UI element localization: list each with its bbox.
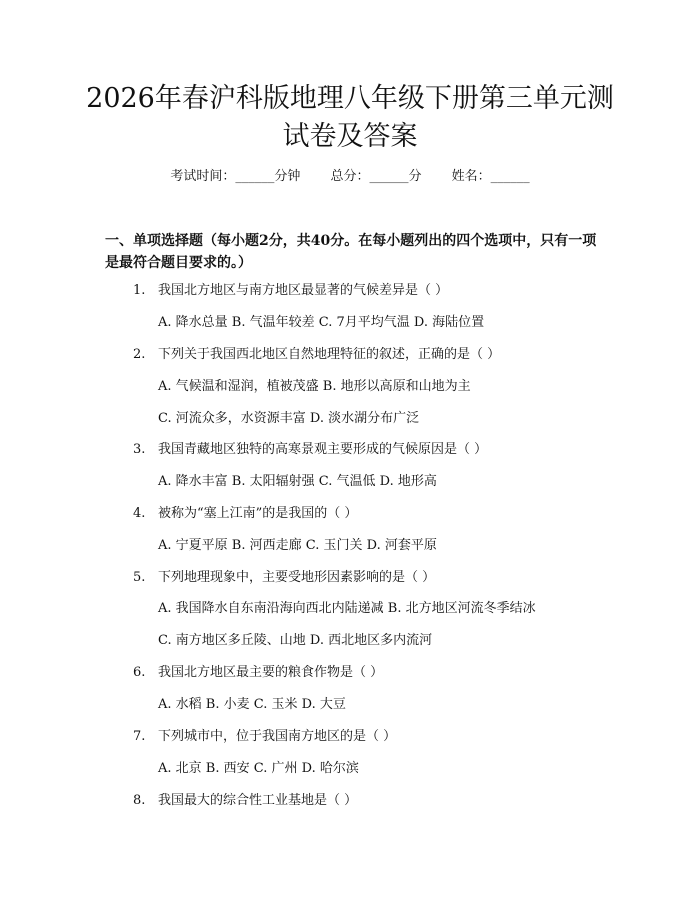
question-number: 1.	[133, 283, 146, 298]
question-6	[133, 664, 383, 682]
section-heading	[105, 230, 605, 274]
question-number: 2.	[133, 347, 146, 362]
question-5-options-row-1: A. 我国降水自东南沿海向西北内陆递减 B. 北方地区河流冬季结冰	[158, 601, 536, 616]
question-1-options: A. 降水总量 B. 气温年较差 C. 7月平均气温 D. 海陆位置	[158, 315, 485, 330]
question-6-options: A. 水稻 B. 小麦 C. 玉米 D. 大豆	[158, 697, 346, 712]
question-4	[133, 505, 357, 523]
section-heading-line-1: 一、单项选择题（每小题2分，共40分。在每小题列出的四个选项中，只有一项	[105, 233, 597, 249]
question-8	[133, 792, 357, 810]
question-text: 我国北方地区最主要的粮食作物是（ ）	[158, 665, 384, 680]
question-number: 7.	[133, 729, 146, 744]
question-5-options-row-2: C. 南方地区多丘陵、山地 D. 西北地区多内流河	[158, 633, 433, 648]
question-3-options: A. 降水丰富 B. 太阳辐射强 C. 气温低 D. 地形高	[158, 474, 437, 489]
exam-meta	[0, 168, 700, 186]
question-2-options-row-2: C. 河流众多，水资源丰富 D. 淡水湖分布广泛	[158, 411, 420, 426]
question-number: 8.	[133, 793, 146, 808]
title-line-2: 试卷及答案	[282, 121, 418, 152]
question-2-options-row-1: A. 气候温和湿润，植被茂盛 B. 地形以高原和山地为主	[158, 379, 471, 394]
question-7	[133, 728, 396, 746]
question-text: 下列城市中，位于我国南方地区的是（ ）	[158, 729, 397, 744]
question-1	[133, 282, 448, 300]
total-score: 总分：______分	[330, 169, 422, 184]
question-text: 被称为“塞上江南”的是我国的（ ）	[158, 506, 358, 521]
question-4-options: A. 宁夏平原 B. 河西走廊 C. 玉门关 D. 河套平原	[158, 538, 437, 553]
question-2	[133, 346, 500, 364]
question-5	[133, 569, 435, 587]
question-number: 6.	[133, 665, 146, 680]
question-number: 5.	[133, 570, 146, 585]
question-3	[133, 441, 487, 459]
exam-time: 考试时间：______分钟	[170, 169, 301, 184]
exam-title	[60, 80, 640, 156]
question-text: 我国北方地区与南方地区最显著的气候差异是（ ）	[158, 283, 449, 298]
title-line-1: 2026年春沪科版地理八年级下册第三单元测	[86, 83, 614, 114]
question-number: 4.	[133, 506, 146, 521]
question-7-options: A. 北京 B. 西安 C. 广州 D. 哈尔滨	[158, 761, 359, 776]
section-heading-line-2: 是最符合题目要求的。）	[105, 255, 252, 271]
question-text: 我国青藏地区独特的高寒景观主要形成的气候原因是（ ）	[158, 442, 488, 457]
question-text: 我国最大的综合性工业基地是（ ）	[158, 793, 358, 808]
question-number: 3.	[133, 442, 146, 457]
question-text: 下列关于我国西北地区自然地理特征的叙述，正确的是（ ）	[158, 347, 501, 362]
student-name: 姓名：______	[451, 169, 530, 184]
question-text: 下列地理现象中，主要受地形因素影响的是（ ）	[158, 570, 436, 585]
